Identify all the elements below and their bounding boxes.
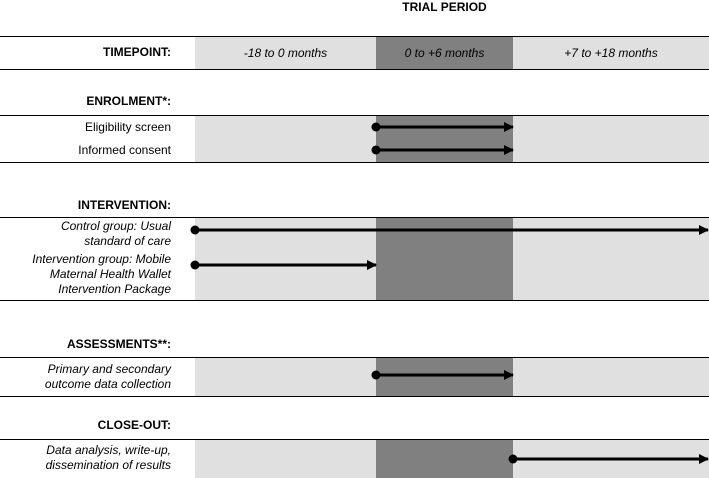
assessment-line2: outcome data collection	[44, 377, 171, 391]
trial-period-title: TRIAL PERIOD	[402, 0, 487, 14]
arrow-start-dot	[372, 371, 381, 380]
closeout-line2: dissemination of results	[45, 458, 171, 472]
arrow-1	[372, 123, 514, 132]
control-group-line2: standard of care	[84, 234, 171, 248]
period-label-3: +7 to +18 months	[564, 46, 658, 60]
arrow-6	[509, 455, 709, 464]
closeout-line1: Data analysis, write-up,	[46, 443, 171, 457]
arrow-5	[372, 371, 514, 380]
intervention-group-line3: Intervention Package	[58, 282, 171, 296]
intervention-heading: INTERVENTION:	[77, 198, 171, 212]
enrolment-heading: ENROLMENT*:	[86, 94, 171, 108]
intervention-group-line1: Intervention group: Mobile	[32, 252, 171, 266]
assessments-heading: ASSESSMENTS**:	[66, 337, 171, 351]
arrow-start-dot	[509, 455, 518, 464]
period-label-1: -18 to 0 months	[243, 46, 328, 60]
arrow-2	[372, 146, 514, 155]
intervention-group-line2: Maternal Health Wallet	[49, 267, 171, 281]
informed-consent-label: Informed consent	[78, 143, 171, 157]
arrow-start-dot	[372, 123, 381, 132]
timepoint-label: TIMEPOINT:	[103, 45, 171, 59]
arrow-start-dot	[191, 226, 200, 235]
eligibility-screen-label: Eligibility screen	[84, 120, 171, 134]
closeout-heading: CLOSE-OUT:	[97, 418, 171, 432]
arrow-3	[191, 226, 709, 235]
assessment-line1: Primary and secondary	[47, 362, 171, 376]
control-group-line1: Control group: Usual	[60, 219, 171, 233]
period-label-2: 0 to +6 months	[404, 46, 485, 60]
arrow-start-dot	[372, 146, 381, 155]
arrow-4	[191, 261, 377, 270]
arrow-start-dot	[191, 261, 200, 270]
